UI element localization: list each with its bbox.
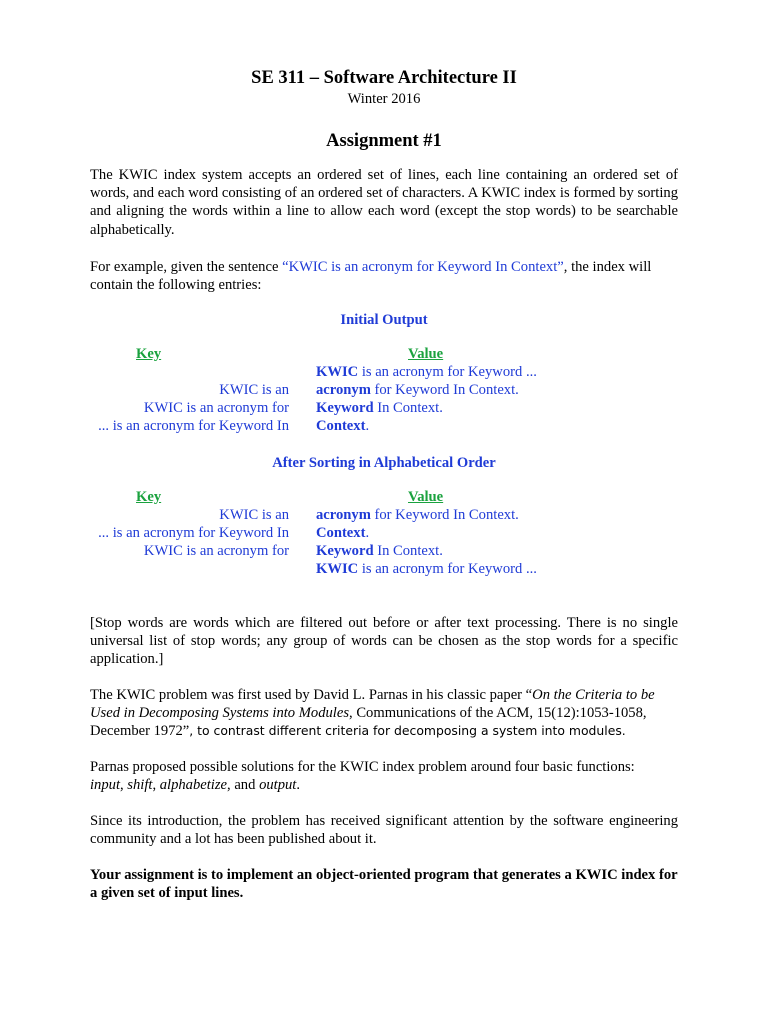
example-tail: , the index will contain the following entries: [90, 259, 652, 294]
parnas-paragraph [90, 686, 678, 741]
function-alphabetize: alphabetize [159, 777, 228, 794]
example-paragraph [90, 258, 678, 294]
value-keyword: Context [316, 525, 366, 541]
paper-title-part2: Used in Decomposing Systems into Modules [90, 705, 350, 722]
separator: , [120, 777, 128, 794]
initial-key-row: KWIC is an [219, 382, 289, 398]
separator: . [296, 777, 301, 794]
sorted-value-row [316, 525, 369, 542]
value-keyword: KWIC [316, 364, 359, 380]
sorted-key-row: KWIC is an acronym for [143, 543, 289, 559]
value-keyword: acronym [316, 382, 371, 398]
separator: , [152, 777, 160, 794]
initial-value-row [316, 400, 443, 417]
assignment-task: Your assignment is to implement an object-oriented program that generates a KWIC index for a given set of input lines. [90, 867, 678, 902]
value-rest: In Context. [373, 400, 443, 416]
function-input: input [90, 777, 120, 794]
value-keyword: Context [316, 418, 366, 434]
value-rest: is an acronym for Keyword ... [358, 364, 537, 380]
functions-lead: Parnas proposed possible solutions for the KWIC index problem around four basic functions: [90, 759, 635, 775]
citation: , Communications of the ACM, 15(12):1053-1058, [349, 705, 647, 722]
sorted-key-header: Key [136, 489, 162, 505]
value-keyword: Keyword [316, 543, 374, 559]
initial-value-row [316, 418, 369, 435]
citation-date: December 1972” [90, 723, 190, 740]
initial-value-row [316, 382, 519, 399]
sorted-value-row [316, 543, 443, 560]
functions-paragraph [90, 758, 678, 794]
course-title: SE 311 – Software Architecture II [251, 68, 517, 88]
sorted-key-row: ... is an acronym for Keyword In [98, 525, 289, 541]
parnas-lead: The KWIC problem was first used by David L. Parnas in his classic paper “ [90, 687, 533, 703]
paper-title-part1: On the Criteria to be [532, 687, 655, 703]
intro-paragraph: The KWIC index system accepts an ordered set of lines, each line containing an ordered set of words, and each word consisting of an ordered set of characters. A KWIC index is formed by sorting and aligning the words within a line to allow each word (except the stop words) to be searchable alphabetically. [90, 167, 678, 238]
value-rest: . [365, 525, 370, 541]
value-keyword: Keyword [316, 400, 374, 416]
value-rest: for Keyword In Context. [370, 507, 519, 523]
stop-words-note: [Stop words are words which are filtered out before or after text processing. There is no single universal list of stop words; any group of words can be chosen as the stop words for a specific application.] [90, 615, 678, 668]
sorted-key-row: KWIC is an [219, 507, 289, 523]
initial-key-header: Key [136, 346, 162, 362]
value-rest: is an acronym for Keyword ... [358, 561, 537, 577]
value-rest: . [365, 418, 370, 434]
initial-key-row: KWIC is an acronym for [143, 400, 289, 416]
sorted-value-header: Value [408, 489, 444, 505]
value-rest: In Context. [373, 543, 443, 559]
example-sentence: “KWIC is an acronym for Keyword In Context” [282, 259, 564, 275]
separator: , and [227, 777, 260, 794]
initial-output-heading: Initial Output [340, 312, 428, 328]
assignment-title: Assignment #1 [326, 131, 442, 151]
citation-purpose: , to contrast different criteria for decomposing a system into modules. [189, 723, 626, 739]
function-output: output [259, 777, 297, 794]
sorted-value-row [316, 561, 537, 578]
initial-value-header: Value [408, 346, 444, 362]
value-rest: for Keyword In Context. [370, 382, 519, 398]
function-shift: shift [127, 777, 153, 794]
sorted-value-row [316, 507, 519, 524]
since-paragraph: Since its introduction, the problem has received significant attention by the software engineering community and a lot has been published about it. [90, 813, 678, 848]
term-label: Winter 2016 [347, 91, 421, 107]
initial-value-row [316, 364, 537, 381]
value-keyword: acronym [316, 507, 371, 523]
example-lead: For example, given the sentence [90, 259, 283, 275]
sorted-output-heading: After Sorting in Alphabetical Order [272, 455, 496, 471]
value-keyword: KWIC [316, 561, 359, 577]
initial-key-row: ... is an acronym for Keyword In [98, 418, 289, 434]
